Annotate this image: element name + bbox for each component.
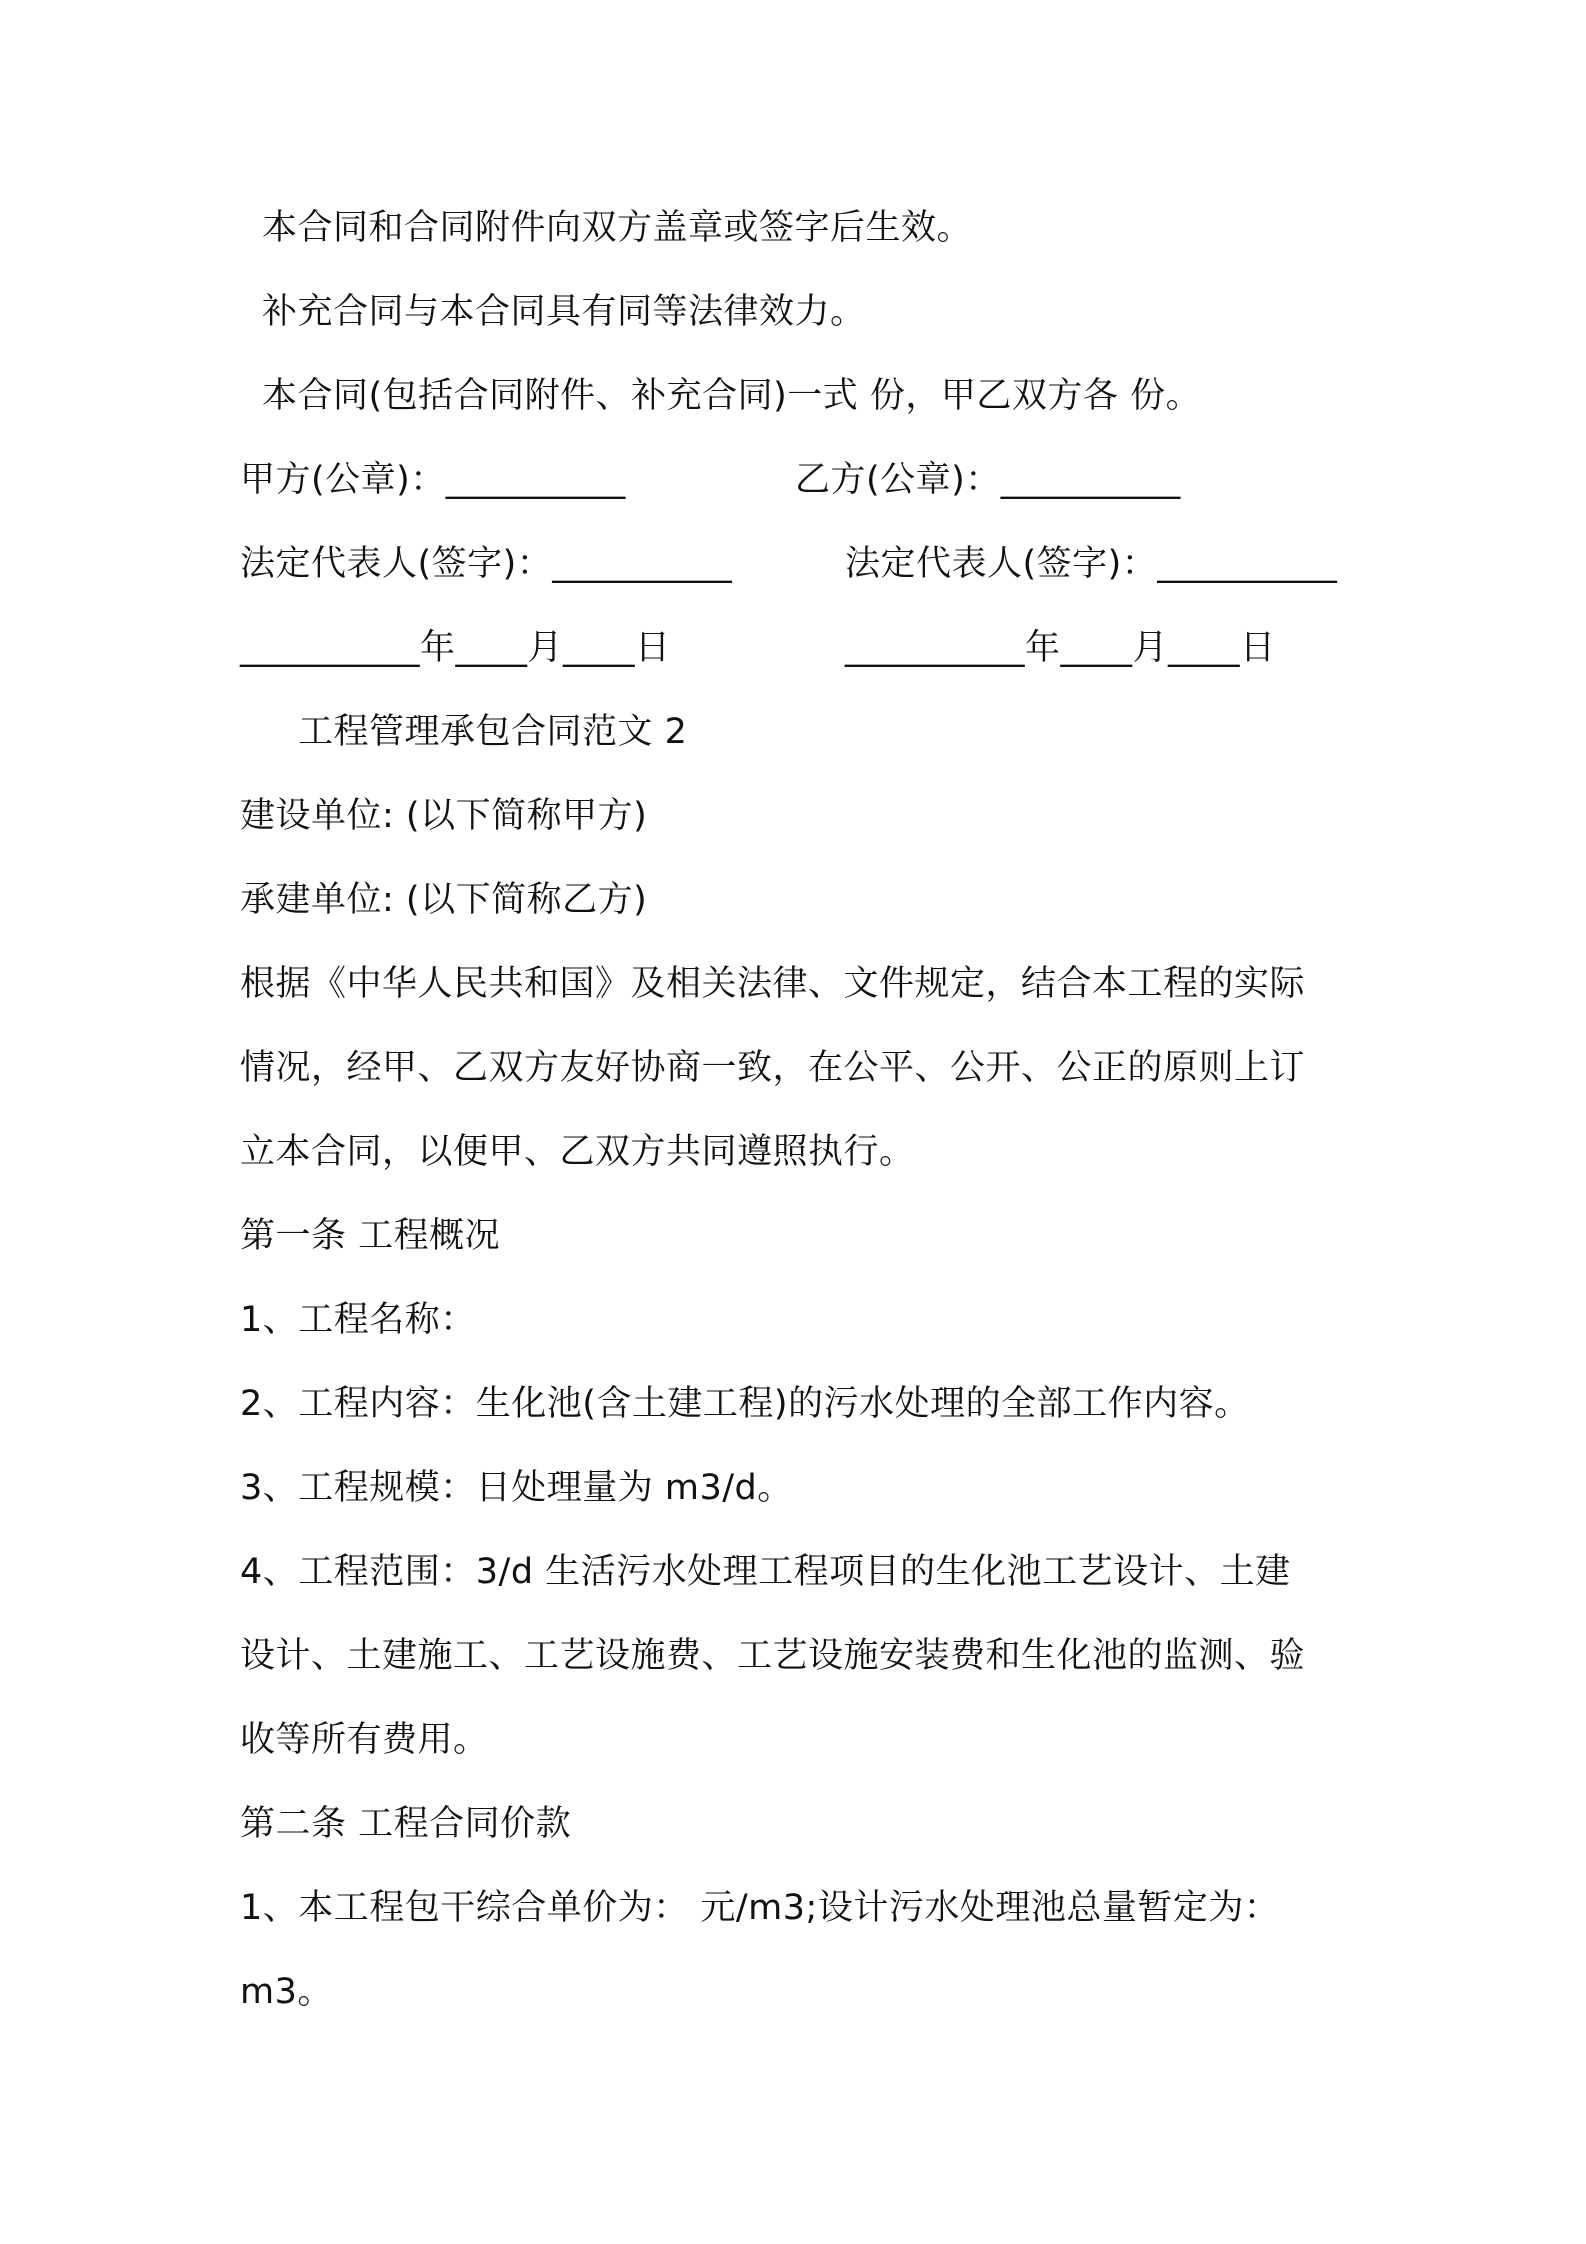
party-a-representative: 法定代表人(签字)：__________ — [240, 544, 733, 584]
body-line: 设计、土建施工、工艺设施费、工艺设施安装费和生化池的监测、验 — [240, 1636, 1306, 1676]
body-line: 建设单位: (以下简称甲方) — [240, 796, 648, 836]
copies-clause: 本合同(包括合同附件、补充合同)一式 份，甲乙双方各 份。 — [262, 376, 1202, 416]
body-line: 1、本工程包干综合单价为： 元/m3;设计污水处理池总量暂定为： — [240, 1888, 1280, 1928]
body-line: 1、工程名称： — [240, 1300, 476, 1340]
body-line: 立本合同，以便甲、乙双方共同遵照执行。 — [240, 1132, 915, 1172]
party-b-representative: 法定代表人(签字)：__________ — [845, 544, 1338, 584]
body-line: 情况，经甲、乙双方友好协商一致，在公平、公开、公正的原则上订 — [240, 1048, 1306, 1088]
body-line: 根据《中华人民共和国》及相关法律、文件规定，结合本工程的实际 — [240, 964, 1306, 1004]
body-line: 承建单位: (以下简称乙方) — [240, 880, 648, 920]
body-line: 3、工程规模：日处理量为 m3/d。 — [240, 1468, 793, 1508]
body-line: m3。 — [240, 1972, 333, 2012]
article-heading: 第二条 工程合同价款 — [240, 1804, 572, 1844]
article-heading: 第一条 工程概况 — [240, 1216, 501, 1256]
effective-clause: 本合同和合同附件向双方盖章或签字后生效。 — [262, 208, 973, 248]
party-a-seal: 甲方(公章)：__________ — [240, 460, 626, 500]
body-line: 2、工程内容：生化池(含土建工程)的污水处理的全部工作内容。 — [240, 1384, 1250, 1424]
document-title: 工程管理承包合同范文 2 — [298, 712, 688, 752]
party-b-date: __________年____月____日 — [845, 628, 1276, 668]
supplement-clause: 补充合同与本合同具有同等法律效力。 — [262, 292, 866, 332]
party-a-date: __________年____月____日 — [240, 628, 671, 668]
body-line: 收等所有费用。 — [240, 1720, 489, 1760]
party-b-seal: 乙方(公章)：__________ — [795, 460, 1181, 500]
body-line: 4、工程范围：3/d 生活污水处理工程项目的生化池工艺设计、土建 — [240, 1552, 1291, 1592]
